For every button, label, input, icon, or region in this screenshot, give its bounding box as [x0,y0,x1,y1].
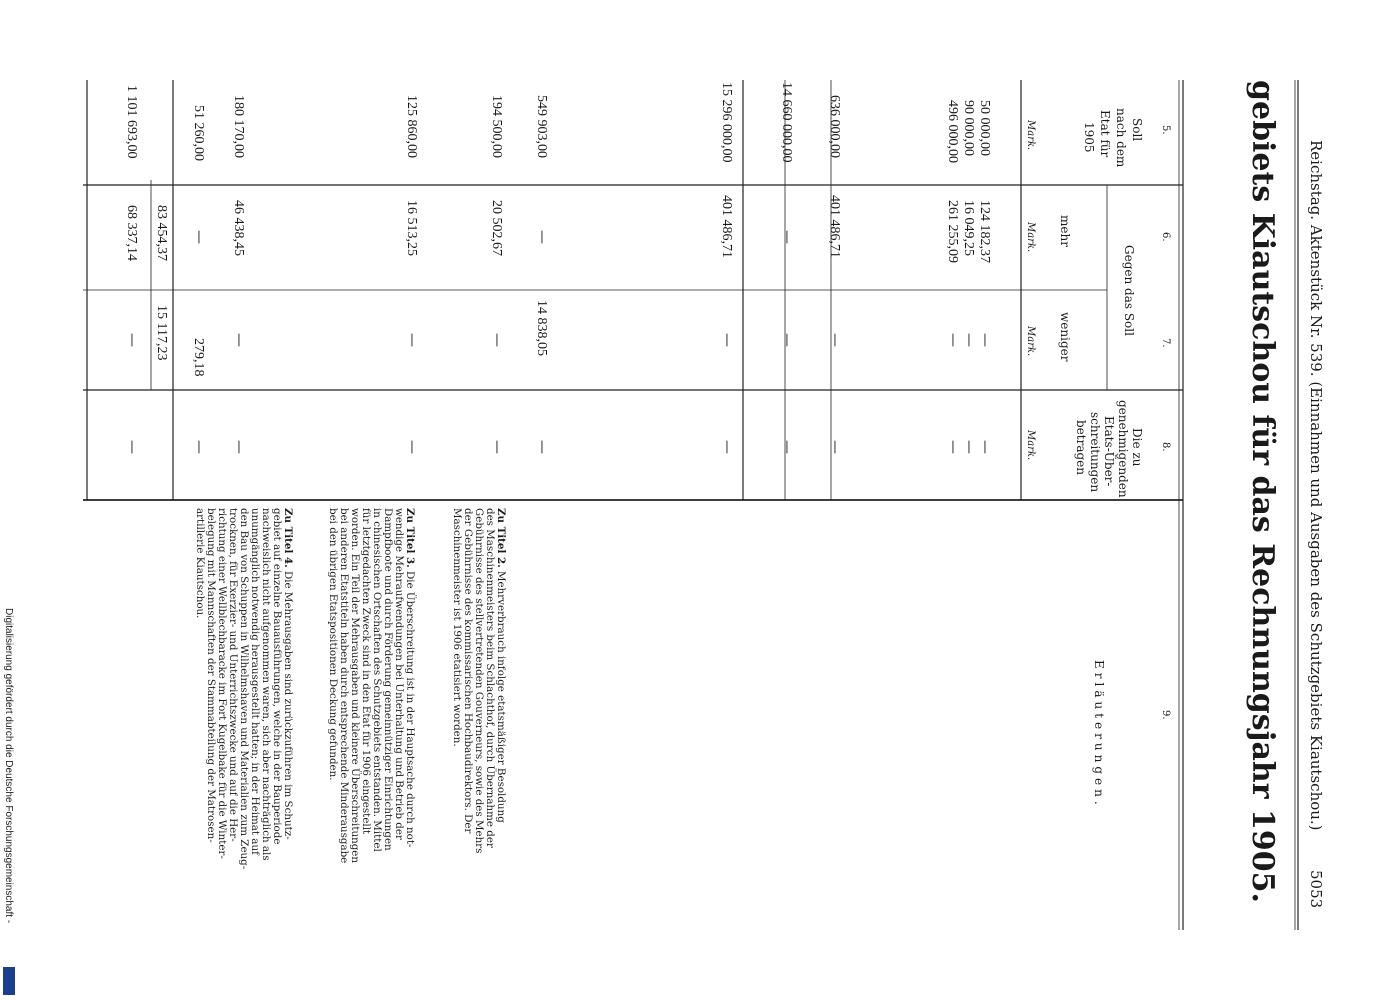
subtotal-weniger: 15 117,23 [154,305,169,361]
soll-cell: 549 903,00 [534,95,549,158]
table-row [489,95,505,454]
soll-cell: 15 296 000,00 [719,82,734,163]
note-line: richtung einer Wellblechbaracke im Fort Kugelbake für die Winter- [216,508,228,859]
col6-unit: Mark. [1025,222,1036,253]
table-row [945,100,993,454]
ueber-cell: — [827,440,843,454]
weniger-cell: — [827,333,843,347]
note-line: nachweislich nicht aufgenommen waren, sich aber nachträglich als [260,508,272,861]
note-line: worden. Ein Teil der Mehrausgaben und kleinere Überschreitungen [349,508,361,864]
weniger-cell: 279,18 [191,338,206,377]
soll-cell: 125 860,00 [404,95,419,158]
mehr-cell: 261 255,09 [945,200,960,263]
mehr-cell: 16 049,25 [961,200,976,256]
table-row [779,82,795,454]
col8-header-line3: Etats-Über- [1102,416,1116,487]
col8-header-line2: genehmigenden [1116,400,1130,498]
col7-number: 7. [1160,338,1171,348]
col8-header-line5: betragen [1074,420,1088,476]
weniger-cell: — [231,333,247,347]
table-row [719,82,735,454]
col8-number: 8. [1160,442,1171,452]
soll-cell: 496 000,00 [945,100,960,163]
col5-header-line4: 1905 [1082,122,1096,153]
ueber-cell: — [977,440,993,454]
note-line: belegung mit Mannschaften der Stammabteilung der Matrosen- [205,508,217,843]
ueber-cell: — [779,440,795,454]
weniger-cell: — [977,333,993,347]
note-line: artillerie Kiautschou. [194,508,206,619]
weniger-cell: 14 838,05 [534,300,549,356]
weniger-cell: — [961,333,977,347]
note-line: für letztgedachten Zweck sind in den Etat für 1906 eingestellt [360,508,372,835]
soll-cell: 180 170,00 [231,95,246,158]
digitization-footer: Digitalisierung gefördert durch die Deutsche Forschungsgemeinschaft - [3,608,14,924]
note-titel-4 [194,508,294,870]
col9-number: 9. [1160,710,1171,720]
note-line: Gebührnisse des stellvertretenden Gouverneurs, sowie des Mehrs [473,508,485,854]
note-line: bei den übrigen Etatspositionen Deckung gefunden. [327,508,339,781]
mehr-cell: — [191,230,207,244]
note-titel-2 [451,508,507,853]
ueber-cell: — [945,440,961,454]
mehr-cell: 16 513,25 [404,200,419,256]
ueber-cell: — [534,440,550,454]
mehr-cell: — [534,230,550,244]
col6-header: mehr [1058,215,1072,247]
col5-header-line3: Etat für [1098,110,1112,158]
ueber-cell: — [231,440,247,454]
col5-header-line2: nach dem [1114,108,1128,168]
col6-number: 6. [1160,232,1171,242]
col8-header-line1: Die zu [1130,428,1144,467]
note-line: den Bau von Schuppen in Wilhelmshaven und Materialien zum Zeug- [238,508,250,870]
ueber-cell: — [719,440,735,454]
col7-unit: Mark. [1025,326,1036,357]
total-ueber: — [124,440,140,454]
col5-number: 5. [1160,125,1171,135]
group-header: Gegen das Soll [1122,245,1136,336]
note-line: Zu Titel 3. Die Überschreitung ist in der Hauptsache durch not- [404,508,416,848]
note-line: wendige Mehraufwendungen bei Unterhaltung und Betrieb der [393,508,405,840]
col5-header-line1: Soll [1130,118,1144,142]
col8-unit: Mark. [1025,430,1036,461]
note-line: in chinesischen Ortschaften des Schutzgebiets entstanden. Mittel [371,508,383,852]
note-titel-3 [327,508,418,863]
page-title: gebiets Kiautschou für das Rechnungsjahr 1905. [1245,80,1280,903]
mehr-cell: 46 438,45 [231,200,246,256]
table-row [231,95,247,454]
note-line: bei anderen Etatstiteln haben durch entsprechende Minderausgabe [338,508,350,864]
mehr-cell: 401 486,71 [719,195,734,258]
mehr-cell: 401 486,71 [827,195,842,258]
total-weniger: — [124,333,140,347]
note-line: der Gebührnisse des kommissarischen Hochbaudirektors. Der [462,508,474,834]
total-row [124,85,140,454]
page-number: 5053 [1307,870,1325,909]
total-soll: 1 101 693,00 [124,85,139,159]
table-row [191,105,207,454]
col5-unit: Mark. [1025,120,1036,151]
col9-header: Erläuterungen. [1092,660,1106,809]
dfg-logo [3,967,15,995]
note-line: Zu Titel 2. Mehrverbrauch infolge etatsmäßiger Besoldung [495,508,507,823]
weniger-cell: — [489,333,505,347]
weniger-cell: — [719,333,735,347]
ueber-cell: — [961,440,977,454]
soll-cell: 51 260,00 [191,105,206,161]
weniger-cell: — [779,333,795,347]
soll-cell: 50 000,00 [977,100,992,156]
ueber-cell: — [404,440,420,454]
note-line: Maschinenmeister ist 1906 etatisiert worden. [451,508,463,747]
table-row [404,95,420,454]
ueber-cell: — [191,440,207,454]
weniger-cell: — [945,333,961,347]
running-header: Reichstag. Aktenstück Nr. 539. (Einnahmen und Ausgaben des Schutzgebiets Kiautschou.) [1307,140,1325,831]
note-line: Zu Titel 4. Die Mehrausgaben sind zurückzuführen im Schutz- [282,508,294,840]
col8-header-line4: schreitungen [1088,412,1102,493]
rotated-page [3,80,1325,995]
ueber-cell: — [489,440,505,454]
mehr-cell: — [779,230,795,244]
soll-cell: 636 000,00 [827,95,842,158]
mehr-cell: 20 502,67 [489,200,504,256]
note-line: gebiet auf einzelne Bauausführungen, welche in der Bauperiode [271,508,283,845]
table-row [534,95,550,454]
subtotal-mehr: 83 454,37 [154,205,169,261]
note-line: trocknen, für Exerzier- und Unterrichtszwecke und auf die Her- [227,508,239,842]
note-line: des Maschinenmeisters beim Schlachthof, durch Übernahme der [484,508,496,848]
note-line: Dampfboote und durch Förderung gemeinnütziger Einrichtungen [382,508,394,851]
total-mehr: 68 337,14 [124,205,139,261]
mehr-cell: 124 182,37 [977,200,992,263]
table-row [827,95,843,454]
soll-cell: 90 000,00 [961,100,976,156]
weniger-cell: — [404,333,420,347]
col7-header: weniger [1058,312,1072,362]
soll-cell: 194 500,00 [489,95,504,158]
soll-cell: 14 660 000,00 [779,82,794,163]
note-line: unumgänglich notwendig herausgestellt hatten; in der Heimat auf [249,508,261,855]
